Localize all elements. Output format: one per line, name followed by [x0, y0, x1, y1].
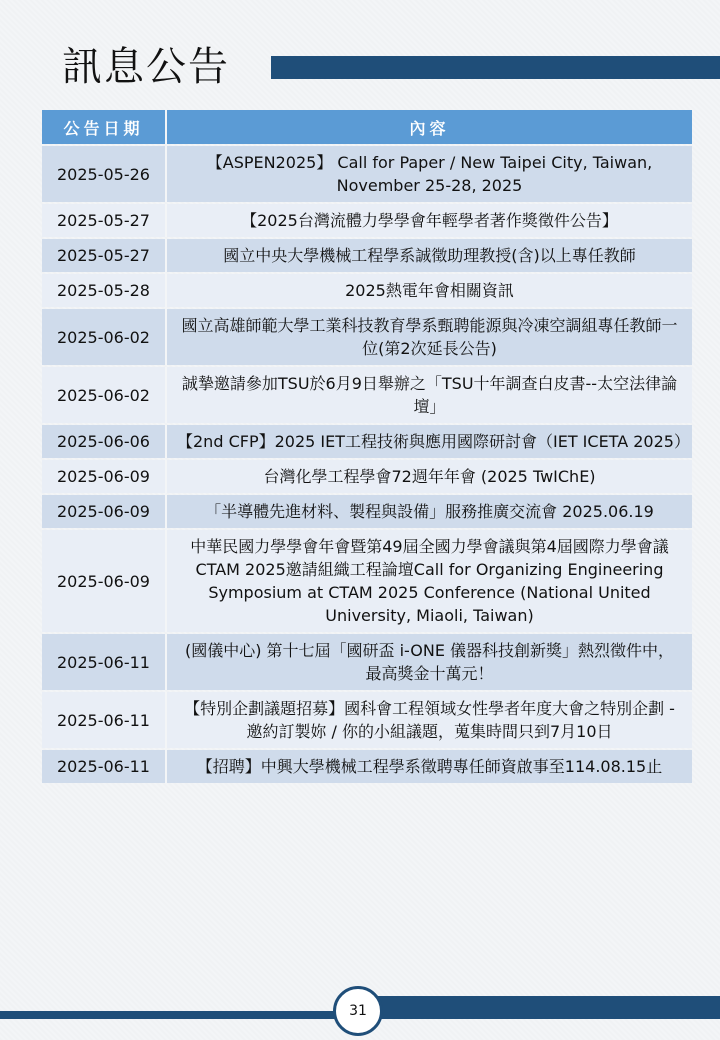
- notice-date: 2025-06-09: [42, 460, 165, 493]
- table-row: [42, 204, 692, 237]
- table-row: [42, 146, 692, 202]
- notice-date: 2025-06-11: [42, 750, 165, 783]
- notice-date: 2025-05-27: [42, 204, 165, 237]
- table-row: [42, 530, 692, 632]
- footer-accent-bar-left: [0, 1011, 340, 1019]
- header-date: 公告日期: [42, 110, 165, 144]
- notice-date: 2025-06-11: [42, 634, 165, 690]
- page-number-badge: 31: [333, 986, 383, 1036]
- notice-date: 2025-06-11: [42, 692, 165, 748]
- notice-date: 2025-05-28: [42, 274, 165, 307]
- footer-accent-bar-right: [378, 996, 720, 1019]
- page-title: 訊息公告: [62, 44, 230, 90]
- notice-content[interactable]: 國立中央大學機械工程學系誠徵助理教授(含)以上專任教師: [165, 239, 692, 272]
- header-content: 內容: [165, 110, 692, 144]
- table-row: [42, 460, 692, 493]
- notice-date: 2025-05-27: [42, 239, 165, 272]
- table-row: [42, 367, 692, 423]
- table-row: [42, 495, 692, 528]
- notice-date: 2025-06-02: [42, 309, 165, 365]
- notice-content[interactable]: 中華民國力學學會年會暨第49屆全國力學會議與第4屆國際力學會議CTAM 2025邀請組織工程論壇Call for Organizing Engineering Symposium at CTAM 2025 Conference (National United University, Miaoli, Taiwan): [165, 530, 692, 632]
- table-row: [42, 692, 692, 748]
- notice-content[interactable]: (國儀中心) 第十七屆「國研盃 i-ONE 儀器科技創新獎」熱烈徵件中，最高獎金十萬元！: [165, 634, 692, 690]
- notice-content[interactable]: 「半導體先進材料、製程與設備」服務推廣交流會 2025.06.19: [165, 495, 692, 528]
- notice-content[interactable]: 【2025台灣流體力學學會年輕學者著作獎徵件公告】: [165, 204, 692, 237]
- notice-content[interactable]: 【ASPEN2025】 Call for Paper / New Taipei City, Taiwan, November 25-28, 2025: [165, 146, 692, 202]
- notice-date: 2025-06-02: [42, 367, 165, 423]
- table-header-row: [42, 110, 692, 144]
- table-row: [42, 309, 692, 365]
- notice-date: 2025-06-09: [42, 530, 165, 632]
- table-row: [42, 239, 692, 272]
- table-row: [42, 274, 692, 307]
- notice-content[interactable]: 【招聘】中興大學機械工程學系徵聘專任師資啟事至114.08.15止: [165, 750, 692, 783]
- notice-table: [42, 108, 692, 785]
- notice-content[interactable]: 2025熱電年會相關資訊: [165, 274, 692, 307]
- notice-content[interactable]: 【特別企劃議題招募】國科會工程領域女性學者年度大會之特別企劃 - 邀約訂製妳 / 你的小組議題，蒐集時間只到7月10日: [165, 692, 692, 748]
- notice-content[interactable]: 台灣化學工程學會72週年年會 (2025 TwIChE): [165, 460, 692, 493]
- notice-content[interactable]: 【2nd CFP】2025 IET工程技術與應用國際研討會（IET ICETA 2025）: [165, 425, 692, 458]
- notice-date: 2025-06-06: [42, 425, 165, 458]
- table-row: [42, 634, 692, 690]
- notice-date: 2025-05-26: [42, 146, 165, 202]
- title-accent-bar: [271, 56, 720, 79]
- notice-content[interactable]: 國立高雄師範大學工業科技教育學系甄聘能源與冷凍空調組專任教師一位(第2次延長公告): [165, 309, 692, 365]
- notice-date: 2025-06-09: [42, 495, 165, 528]
- table-row: [42, 425, 692, 458]
- table-row: [42, 750, 692, 783]
- notice-content[interactable]: 誠摯邀請參加TSU於6月9日舉辦之「TSU十年調查白皮書--太空法律論壇」: [165, 367, 692, 423]
